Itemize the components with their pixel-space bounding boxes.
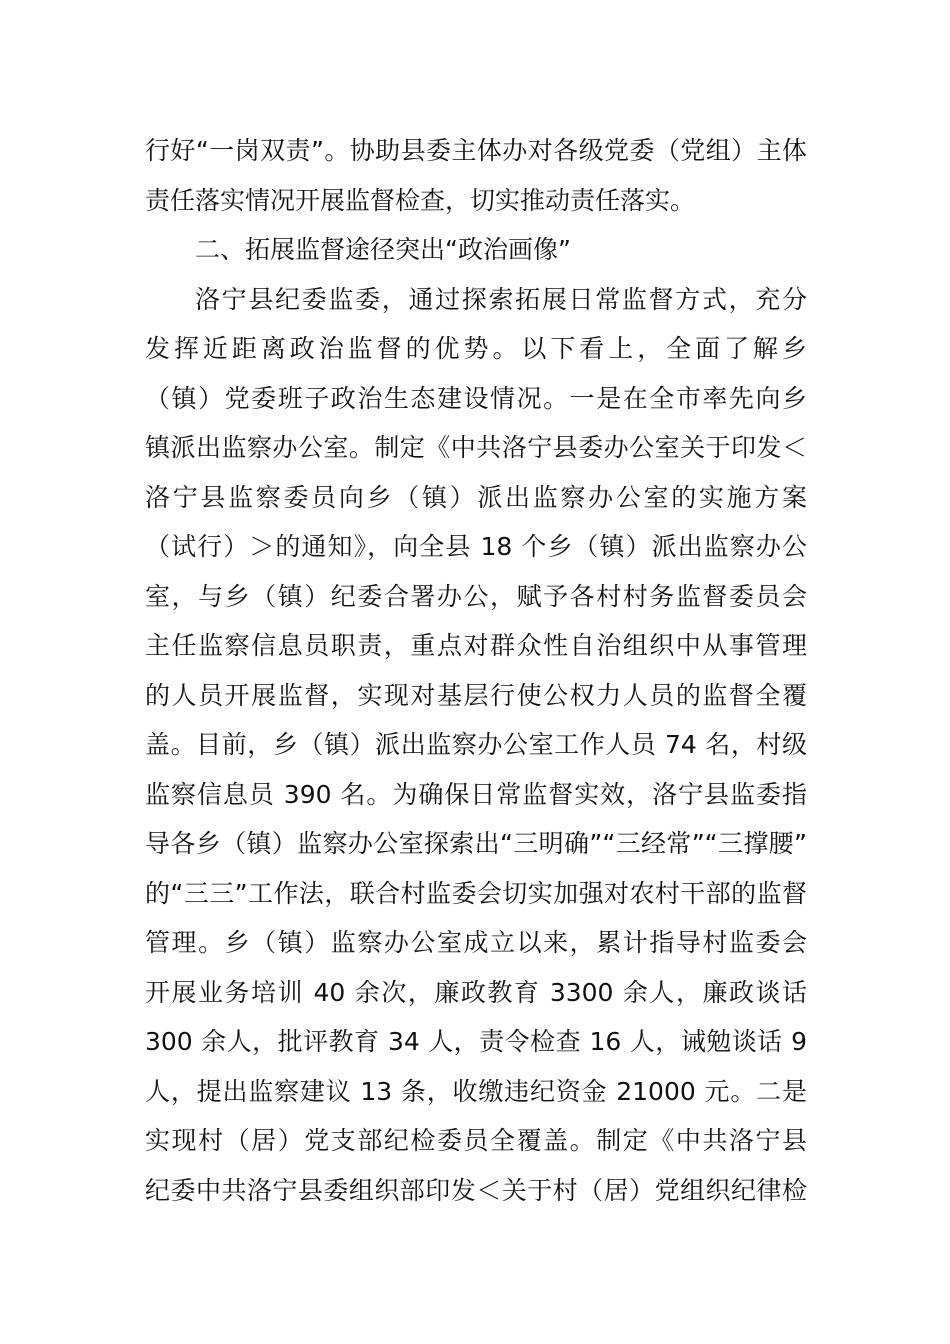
text-line: 人，提出监察建议 13 条，收缴违纪资金 21000 元。二是 bbox=[145, 1076, 807, 1106]
text-line: 室，与乡（镇）纪委合署办公，赋予各村村务监督委员会 bbox=[145, 581, 807, 611]
text-line: （镇）党委班子政治生态建设情况。一是在全市率先向乡 bbox=[145, 383, 807, 413]
text-line: 行好“一岗双责”。协助县委主体办对各级党委（党组）主体 bbox=[145, 136, 807, 165]
text-line: 的“三三”工作法，联合村监委会切实加强对农村干部的监督 bbox=[145, 878, 807, 908]
text-line: （试行）＞的通知》，向全县 18 个乡（镇）派出监察办公 bbox=[145, 532, 807, 561]
text-line: 监察信息员 390 名。为确保日常监督实效，洛宁县监委指 bbox=[145, 779, 807, 809]
text-line: 导各乡（镇）监察办公室探索出“三明确”“三经常”“三撑腰” bbox=[145, 829, 807, 858]
text-line: 开展业务培训 40 余次，廉政教育 3300 余人，廉政谈话 bbox=[145, 977, 807, 1007]
text-line: 责任落实情况开展监督检查，切实推动责任落实。 bbox=[145, 185, 696, 215]
text-line: 实现村（居）党支部纪检委员全覆盖。制定《中共洛宁县 bbox=[145, 1126, 807, 1155]
section-heading: 二、拓展监督途径突出“政治画像” bbox=[195, 235, 571, 264]
text-line: 洛宁县监察委员向乡（镇）派出监察办公室的实施方案 bbox=[145, 482, 807, 512]
text-line: 盖。目前，乡（镇）派出监察办公室工作人员 74 名，村级 bbox=[145, 730, 807, 759]
text-line: 纪委中共洛宁县委组织部印发＜关于村（居）党组织纪律检 bbox=[145, 1175, 807, 1205]
text-line: 发挥近距离政治监督的优势。以下看上，全面了解乡 bbox=[145, 334, 807, 363]
text-line: 的人员开展监督，实现对基层行使公权力人员的监督全覆 bbox=[145, 680, 807, 710]
text-line: 300 余人，批评教育 34 人，责令检查 16 人，诫勉谈话 9 bbox=[145, 1027, 807, 1056]
text-line: 管理。乡（镇）监察办公室成立以来，累计指导村监委会 bbox=[145, 928, 807, 957]
body-text bbox=[145, 126, 807, 1215]
text-line: 镇派出监察办公室。制定《中共洛宁县委办公室关于印发＜ bbox=[145, 433, 807, 462]
text-line: 洛宁县纪委监委，通过探索拓展日常监督方式，充分 bbox=[195, 284, 807, 314]
text-line: 主任监察信息员职责，重点对群众性自治组织中从事管理 bbox=[145, 631, 807, 660]
